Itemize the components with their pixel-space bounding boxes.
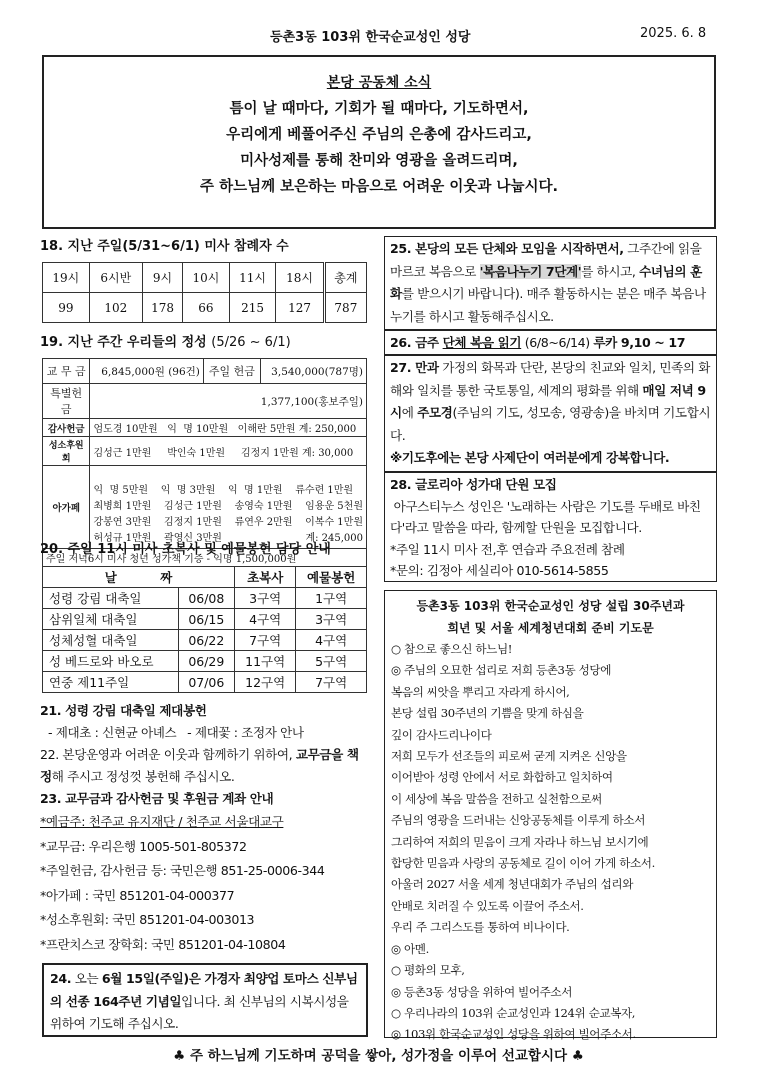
duty-cell: 삼위일체 대축일 bbox=[43, 609, 179, 630]
offering-note: 주일 저녁6시 미사 청년 성가책 기증 - 익명 1,500,000원 bbox=[43, 549, 367, 567]
duty-row bbox=[43, 630, 367, 651]
attendance-value: 215 bbox=[229, 293, 276, 323]
prayer-line: ◎ 아멘. bbox=[391, 941, 429, 956]
s26-box: 26. 금주 단체 복음 읽기 (6/8~6/14) 루카 9,10 ~ 17 bbox=[384, 330, 717, 355]
section-21-23 bbox=[40, 700, 368, 957]
header-date: 2025. 6. 8 bbox=[640, 26, 707, 41]
duty-cell: 4구역 bbox=[296, 630, 367, 651]
news-box bbox=[42, 55, 716, 229]
duty-cell: 06/08 bbox=[178, 588, 235, 609]
duty-cell: 7구역 bbox=[235, 630, 296, 651]
duty-cell: 11구역 bbox=[235, 651, 296, 672]
prayer-box bbox=[384, 590, 717, 1042]
prayer-line: 주님의 영광을 드러내는 신앙공동체를 이루게 하소서 bbox=[391, 813, 646, 828]
duty-cell: 성령 강림 대축일 bbox=[43, 588, 179, 609]
attendance-header: 6시반 bbox=[89, 263, 142, 293]
prayer-line: 이어받아 성령 안에서 서로 화합하고 일치하여 bbox=[391, 770, 613, 785]
s28-body: 아구스티누스 성인은 '노래하는 사람은 기도를 두배로 바친다'라고 말씀을 따라, 함께할 단원을 모집합니다. bbox=[390, 498, 701, 535]
attendance-header: 10시 bbox=[183, 263, 230, 293]
news-line: 우리에게 베풀어주신 주님의 은총에 감사드리고, bbox=[226, 127, 532, 143]
prayer-line: 합당한 믿음과 사랑의 공동체로 길이 이어 가게 하소서. bbox=[391, 856, 655, 871]
agape-row: 최병희 1만원 김성근 1만원 송영숙 1만원 임용운 5천원 bbox=[93, 501, 363, 512]
s22-text: 22. 본당운영과 어려운 이웃과 함께하기 위하여, 교무금을 책정해 주시고 정성껏 봉헌해 주십시오. bbox=[40, 747, 359, 784]
prayer-line: ○ 우리나라의 103위 순교성인과 124위 순교복자, bbox=[391, 1005, 636, 1020]
agape-row: 익 명 5만원 익 명 3만원 익 명 1만원 류수련 1만원 bbox=[93, 485, 354, 496]
attendance-header: 11시 bbox=[229, 263, 276, 293]
news-title: 본당 공동체 소식 bbox=[326, 75, 432, 91]
s27-note: ※기도후에는 본당 사제단이 여러분에게 강복합니다. bbox=[390, 450, 670, 466]
attendance-value: 178 bbox=[143, 293, 183, 323]
offering-table: 교 무 금 6,845,000원 (96건) 주일 헌금 3,540,000(787명) 특별헌금 1,377,100(홍보주일) 감사헌금 엄도경 10만원 익 명 10만원 이해란 5만원 계: 250,000 성소후원회 김성근 1만원 박인숙 1만원 김정지 1만원 계: 30,000 아가페 익 명 5만원 익 명 3만원 익 명 1만원 류수련 1만원 최병희 1만원 김성근 1만원 송영숙 1만원 임용운 5천원 강봉연 3만원 김정지 1만원 류연우 2만원 이복수 1만원 허성규 1만원 곽영신 3만원 계: 245,000 주일 저녁6시 미사 청년 성가책 기증 - 익명 1,500,000원 bbox=[42, 358, 367, 567]
news-line: 주 하느님께 보은하는 마음으로 어려운 이웃과 나눕시다. bbox=[200, 179, 558, 195]
account-line: *프란치스코 장학회: 국민 851201-04-10804 bbox=[40, 936, 286, 952]
s18-title: 18. 지난 주일(5/31~6/1) 미사 참례자 수 bbox=[40, 239, 289, 254]
duty-table: 날 짜 초복사 예물봉헌 성령 강림 대축일 06/08 3구역 1구역 삼위일체 대축일 06/15 4구역 3구역 성체성혈 대축일 06/22 7구역 4구역 성 베드로와 바오로 06/29 11구역 5구역 연중 제11주일 07/06 12구역 7구역 bbox=[42, 566, 367, 693]
prayer-line: ○ 참으로 좋으신 하느님! bbox=[391, 642, 513, 656]
header-title: 등촌3동 103위 한국순교성인 성당 bbox=[270, 30, 471, 45]
prayer-line: 깊이 감사드리나이다 bbox=[391, 727, 492, 742]
s28-box bbox=[384, 472, 717, 582]
news-line: 틈이 날 때마다, 기회가 될 때마다, 기도하면서, bbox=[229, 101, 529, 117]
attendance-table bbox=[42, 262, 367, 323]
attendance-header: 9시 bbox=[143, 263, 183, 293]
prayer-line: ◎ 103위 한국순교성인 성당을 위하여 빌어주소서. bbox=[391, 1027, 636, 1042]
s20-title: 20. 주일 11시 미사 초복사 및 예물봉헌 담당 안내 bbox=[40, 542, 331, 557]
duty-cell: 연중 제11주일 bbox=[43, 672, 179, 693]
agape-total: 계: 245,000 bbox=[305, 533, 363, 544]
duty-cell: 12구역 bbox=[235, 672, 296, 693]
duty-cell: 1구역 bbox=[296, 588, 367, 609]
s28-line: *주일 11시 미사 전,후 연습과 주요전례 참례 bbox=[390, 541, 625, 557]
duty-cell: 성체성혈 대축일 bbox=[43, 630, 179, 651]
attendance-header: 총계 bbox=[324, 263, 366, 293]
duty-row bbox=[43, 588, 367, 609]
agape-row: 허성규 1만원 곽영신 3만원 bbox=[93, 533, 222, 544]
duty-cell: 4구역 bbox=[235, 609, 296, 630]
attendance-header: 19시 bbox=[43, 263, 90, 293]
prayer-line: ◎ 주님의 오묘한 섭리로 저희 등촌3동 성당에 bbox=[391, 663, 611, 678]
account-line: *주일헌금, 감사헌금 등: 국민은행 851-25-0006-344 bbox=[40, 863, 325, 878]
s21-title: 21. 성령 강림 대축일 제대봉헌 bbox=[40, 703, 207, 718]
account-line: *아가페 : 국민 851201-04-000377 bbox=[40, 887, 235, 903]
prayer-line: 본당 설립 30주년의 기쁨을 맞게 하심을 bbox=[391, 706, 584, 721]
prayer-line: 복음의 씨앗을 뿌리고 자라게 하시어, bbox=[391, 684, 570, 699]
account-line: *성소후원회: 국민 851201-04-003013 bbox=[40, 912, 255, 927]
duty-cell: 06/29 bbox=[178, 651, 235, 672]
prayer-subtitle: 희년 및 서울 세계청년대회 준비 기도문 bbox=[447, 621, 654, 635]
duty-cell: 07/06 bbox=[178, 672, 235, 693]
s27-box: 27. 만과 가정의 화목과 단란, 본당의 친교와 일치, 민족의 화해와 일치를 통한 국토통일, 세계의 평화를 위해 매일 저녁 9시에 주모경(주님의 기도, 성모송, 영광송)을 바치며 기도합시다. ※기도후에는 본당 사제단이 여러분에게 강복합니다. bbox=[384, 355, 717, 472]
attendance-value: 99 bbox=[43, 293, 90, 323]
s25-box: 25. 본당의 모든 단체와 모임을 시작하면서, 그주간에 읽을 마르코 복음으로 '복음나누기 7단계'를 하시고, 수녀님의 훈화를 받으시기 바랍니다). 매주 활동하시는 분은 매주 복음나누기를 하시고 활동해주십시오. bbox=[384, 236, 717, 330]
duty-cell: 06/15 bbox=[178, 609, 235, 630]
duty-row bbox=[43, 672, 367, 693]
duty-cell: 5구역 bbox=[296, 651, 367, 672]
account-line: *예금주: 천주교 유지재단 / 천주교 서울대교구 bbox=[40, 814, 284, 829]
prayer-line: 아울러 2027 서울 세계 청년대회가 주님의 섭리와 bbox=[391, 877, 634, 892]
prayer-line: 저희 모두가 선조들의 피로써 굳게 지켜온 신앙을 bbox=[391, 749, 627, 764]
prayer-line: 우리 주 그리스도를 통하여 비나이다. bbox=[391, 920, 570, 935]
attendance-value: 127 bbox=[276, 293, 324, 323]
attendance-value: 66 bbox=[183, 293, 230, 323]
agape-row: 강봉연 3만원 김정지 1만원 류연우 2만원 이복수 1만원 bbox=[93, 517, 363, 528]
s28-line: *문의: 김정아 세실리아 010-5614-5855 bbox=[390, 563, 609, 578]
duty-row bbox=[43, 609, 367, 630]
duty-row bbox=[43, 651, 367, 672]
duty-cell: 3구역 bbox=[235, 588, 296, 609]
duty-cell: 성 베드로와 바오로 bbox=[43, 651, 179, 672]
s23-title: 23. 교무금과 감사헌금 및 후원금 계좌 안내 bbox=[40, 791, 274, 806]
s21-text: - 제대초 : 신현균 아녜스 - 제대꽃 : 조정자 안나 bbox=[48, 725, 304, 740]
s19-title: 19. 지난 주간 우리들의 정성 (5/26 ~ 6/1) bbox=[40, 335, 291, 350]
duty-cell: 06/22 bbox=[178, 630, 235, 651]
attendance-header: 18시 bbox=[276, 263, 324, 293]
attendance-value: 787 bbox=[324, 293, 366, 323]
prayer-line: 안배로 치러질 수 있도록 이끌어 주소서. bbox=[391, 898, 584, 913]
prayer-title: 등촌3동 103위 한국순교성인 성당 설립 30주년과 bbox=[416, 599, 685, 613]
duty-cell: 7구역 bbox=[296, 672, 367, 693]
account-line: *교무금: 우리은행 1005-501-805372 bbox=[40, 838, 247, 854]
prayer-line: 이 세상에 복음 말씀을 전하고 실천함으로써 bbox=[391, 791, 602, 806]
prayer-line: ○ 평화의 모후, bbox=[391, 963, 465, 978]
attendance-value: 102 bbox=[89, 293, 142, 323]
s28-title: 28. 글로리아 성가대 단원 모집 bbox=[390, 477, 557, 492]
prayer-line: 그리하여 저희의 믿음이 크게 자라나 하느님 보시기에 bbox=[391, 834, 649, 849]
footer-motto: ♣ 주 하느님께 기도하며 공덕을 쌓아, 성가정을 이루어 선교합시다 ♣ bbox=[173, 1048, 584, 1064]
s24-box: 24. 오는 6월 15일(주일)은 가경자 최양업 토마스 신부님의 선종 164주년 기념일입니다. 최 신부님의 시복시성을 위하여 기도해 주십시오. bbox=[42, 963, 368, 1037]
news-line: 미사성제를 통해 찬미와 영광을 올려드리며, bbox=[240, 153, 518, 169]
prayer-line: ◎ 등촌3동 성당을 위하여 빌어주소서 bbox=[391, 984, 573, 999]
duty-cell: 3구역 bbox=[296, 609, 367, 630]
